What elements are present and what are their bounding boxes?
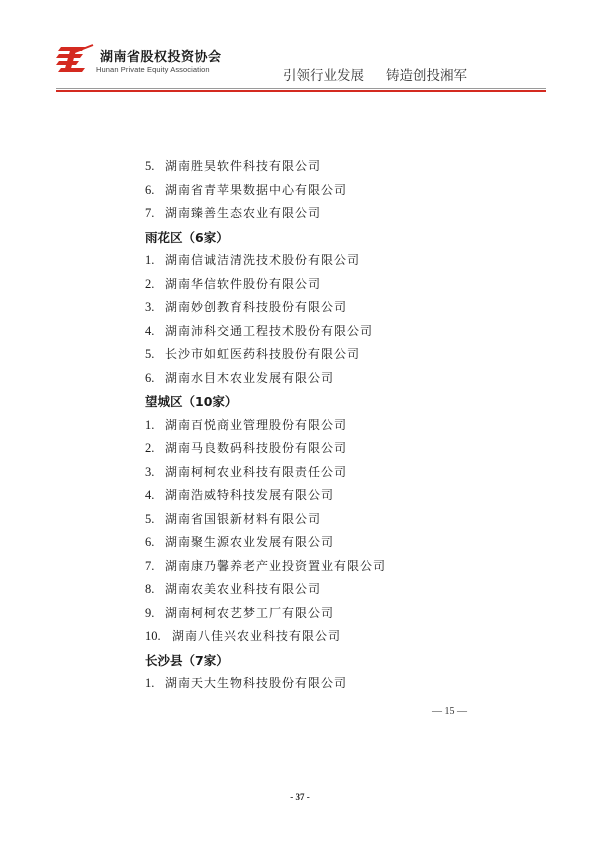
page-header <box>0 0 600 90</box>
section-heading-wangcheng: 望城区（10家） <box>145 394 238 409</box>
company-list <box>145 155 565 696</box>
list-item: 5. 湖南胜昊软件科技有限公司 <box>145 159 322 173</box>
org-name-en: Hunan Private Equity Association <box>96 65 210 74</box>
list-item: 5. 长沙市如虹医药科技股份有限公司 <box>145 347 361 361</box>
list-item: 2. 湖南马良数码科技股份有限公司 <box>145 441 348 455</box>
list-item: 10. 湖南八佳兴农业科技有限公司 <box>145 629 342 643</box>
list-item: 6. 湖南省青苹果数据中心有限公司 <box>145 182 348 197</box>
slogan <box>283 64 467 84</box>
list-item: 1. 湖南百悦商业管理股份有限公司 <box>145 417 348 432</box>
header-divider-red <box>56 90 546 92</box>
list-item: 1. 湖南信诚洁清洗技术股份有限公司 <box>145 253 361 267</box>
slogan-left: 引领行业发展 <box>283 68 364 84</box>
list-item: 6. 湖南水目木农业发展有限公司 <box>145 370 335 385</box>
list-item: 7. 湖南康乃馨养老产业投资置业有限公司 <box>145 558 387 573</box>
slogan-right: 铸造创投湘军 <box>386 68 467 84</box>
list-item: 3. 湖南妙创教育科技股份有限公司 <box>145 300 348 314</box>
list-item: 1. 湖南天大生物科技股份有限公司 <box>145 676 348 690</box>
list-item: 7. 湖南臻善生态农业有限公司 <box>145 206 322 220</box>
outer-page-number: - 37 - <box>290 792 310 802</box>
list-item: 4. 湖南沛科交通工程技术股份有限公司 <box>145 323 374 338</box>
list-item: 3. 湖南柯柯农业科技有限责任公司 <box>145 464 348 479</box>
section-heading-changsha-county: 长沙县（7家） <box>145 652 229 668</box>
list-item: 5. 湖南省国银新材料有限公司 <box>145 511 322 526</box>
header-divider-gray <box>56 88 546 89</box>
list-item: 4. 湖南浩威特科技发展有限公司 <box>145 488 335 502</box>
list-item: 2. 湖南华信软件股份有限公司 <box>145 276 322 291</box>
association-logo-icon <box>55 44 95 74</box>
inner-page-number: — 15 — <box>432 706 467 717</box>
list-item: 8. 湖南农美农业科技有限公司 <box>145 582 322 596</box>
list-item: 9. 湖南柯柯农艺梦工厂有限公司 <box>145 605 335 620</box>
org-name-cn: 湖南省股权投资协会 <box>100 50 222 65</box>
section-heading-yuhua: 雨花区（6家） <box>145 229 229 245</box>
list-item: 6. 湖南聚生源农业发展有限公司 <box>145 535 335 549</box>
